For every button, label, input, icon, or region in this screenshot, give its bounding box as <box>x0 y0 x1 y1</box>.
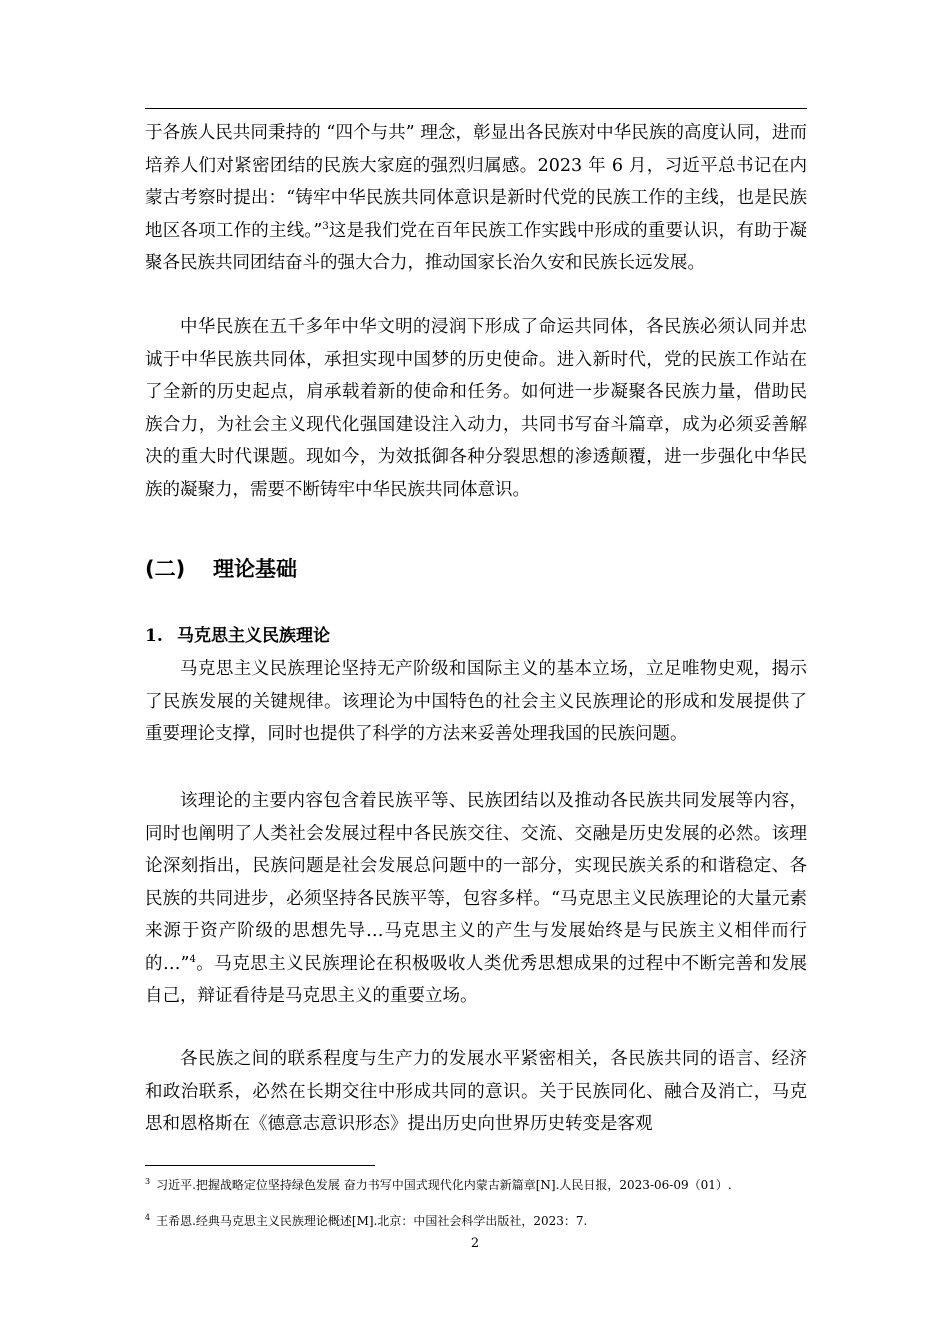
paragraph-ethnic-relations: 各民族之间的联系程度与生产力的发展水平紧密相关，各民族共同的语言、经济和政治联系，必然在长期交往中形成共同的意识。关于民族同化、融合及消亡，马克思和恩格斯在《德意志意识形态》提出历史向世界历史转变是客观 <box>145 1049 807 1134</box>
paragraph-marxist-theory: 马克思主义民族理论坚持无产阶级和国际主义的基本立场，立足唯物史观，揭示了民族发展的关键规律。该理论为中国特色的社会主义民族理论的形成和发展提供了重要理论支撑，同时也提供了科学的方法来妥善处理我国的民族问题。 <box>145 659 807 744</box>
footnote-reference[interactable]: 4 <box>189 953 196 965</box>
page-number: 2 <box>470 1236 480 1251</box>
paragraph-text: 这是我们党在百年民族工作实践中形成的重要认识，有助于凝聚各民族共同团结奋斗的强大合力，推动国家长治久安和民族长远发展。 <box>145 220 807 273</box>
paragraph-text: 该理论的主要内容包含着民族平等、民族团结以及推动各民族共同发展等内容，同时也阐明了人类社会发展过程中各民族交往、交流、交融是历史发展的必然。该理论深刻指出，民族问题是社会发展总问题中的一部分，实现民族关系的和谐稳定、各民族的共同进步，必须坚持各民族平等，包容多样。“马克思主义民族理论的大量元素来源于资产阶级的思想先导…马克思主义的产生与发展始终是与民族主义相伴而行的…” <box>145 791 807 974</box>
section-number: (二) <box>145 557 186 581</box>
paragraph-theory-content <box>145 785 807 1013</box>
subsection-title: 马克思主义民族理论 <box>177 626 330 646</box>
paragraph-text: 于各族人民共同秉持的 “四个与共” 理念，彰显出各民族对中华民族的高度认同，进而培养人们对紧密团结的民族大家庭的强烈归属感。2023 年 6 月，习近平总书记在内蒙古考察时提出：“铸牢中华民族共同体意识是新时代党的民族工作的主线，也是民族地区各项工作的主线。” <box>145 123 807 241</box>
footnote-separator <box>145 1165 375 1166</box>
subsection-heading <box>145 621 330 646</box>
footnote-mark: 4 <box>145 1213 151 1222</box>
section-title: 理论基础 <box>213 557 297 581</box>
paragraph-text: 。马克思主义民族理论在积极吸收人类优秀思想成果的过程中不断完善和发展自己，辩证看待是马克思主义的重要立场。 <box>145 953 808 1006</box>
footnote-text: 习近平.把握战略定位坚持绿色发展 奋力书写中国式现代化内蒙古新篇章[N].人民日报，2023-06-09（01）. <box>156 1178 732 1192</box>
paragraph-community: 中华民族在五千多年中华文明的浸润下形成了命运共同体，各民族必须认同并忠诚于中华民族共同体，承担实现中国梦的历史使命。进入新时代，党的民族工作站在了全新的历史起点，肩承载着新的使命和任务。如何进一步凝聚各民族力量，借助民族合力，为社会主义现代化强国建设注入动力，共同书写奋斗篇章，成为必须妥善解决的重大时代课题。现如今，为效抵御各种分裂思想的渗透颠覆，进一步强化中华民族的凝聚力，需要不断铸牢中华民族共同体意识。 <box>145 317 807 500</box>
header-rule <box>145 108 807 109</box>
footnote-4 <box>145 1212 807 1230</box>
footnote-3 <box>145 1176 807 1194</box>
subsection-number: 1. <box>145 626 163 646</box>
paragraph-continuation <box>145 117 807 280</box>
footnote-text: 王希恩.经典马克思主义民族理论概述[M].北京：中国社会科学出版社，2023：7. <box>156 1214 588 1228</box>
footnote-reference[interactable]: 3 <box>322 220 329 232</box>
section-heading <box>145 553 297 583</box>
footnote-mark: 3 <box>145 1177 151 1186</box>
